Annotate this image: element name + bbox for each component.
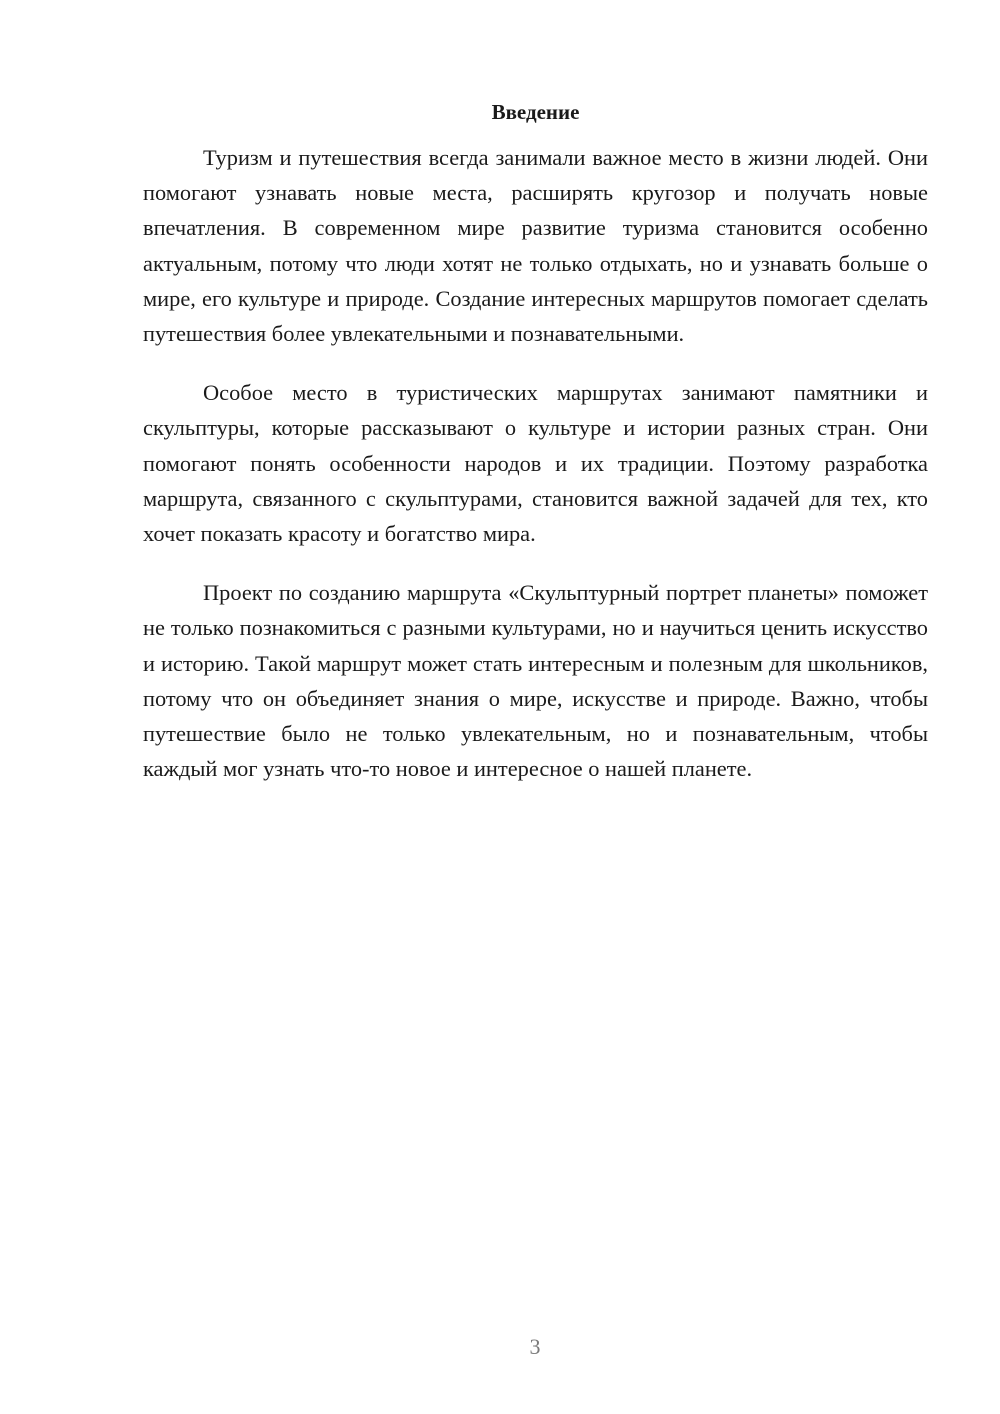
page-content bbox=[143, 98, 928, 810]
page-number: 3 bbox=[529, 1334, 541, 1359]
paragraph-2: Особое место в туристических маршрутах занимают памятники и скульптуры, которые рассказывают о культуре и истории разных стран. Они помогают понять особенности народов и их традиции. Поэтому разработка маршрута, связанного с скульптурами, становится важной задачей для тех, кто хочет показать красоту и богатство мира. bbox=[143, 380, 928, 547]
paragraph-3: Проект по созданию маршрута «Скульптурный портрет планеты» поможет не только познакомиться с разными культурами, но и научиться ценить искусство и историю. Такой маршрут может стать интересным и полезным для школьников, потому что он объединяет знания о мире, искусстве и природе. Важно, чтобы путешествие было не только увлекательным, но и познавательным, чтобы каждый мог узнать что-то новое и интересное о нашей планете. bbox=[143, 580, 928, 782]
section-heading: Введение bbox=[491, 100, 580, 124]
paragraph-1: Туризм и путешествия всегда занимали важное место в жизни людей. Они помогают узнавать новые места, расширять кругозор и получать новые впечатления. В современном мире развитие туризма становится особенно актуальным, потому что люди хотят не только отдыхать, но и узнавать больше о мире, его культуре и природе. Создание интересных маршрутов помогает сделать путешествия более увлекательными и познавательными. bbox=[143, 145, 928, 347]
